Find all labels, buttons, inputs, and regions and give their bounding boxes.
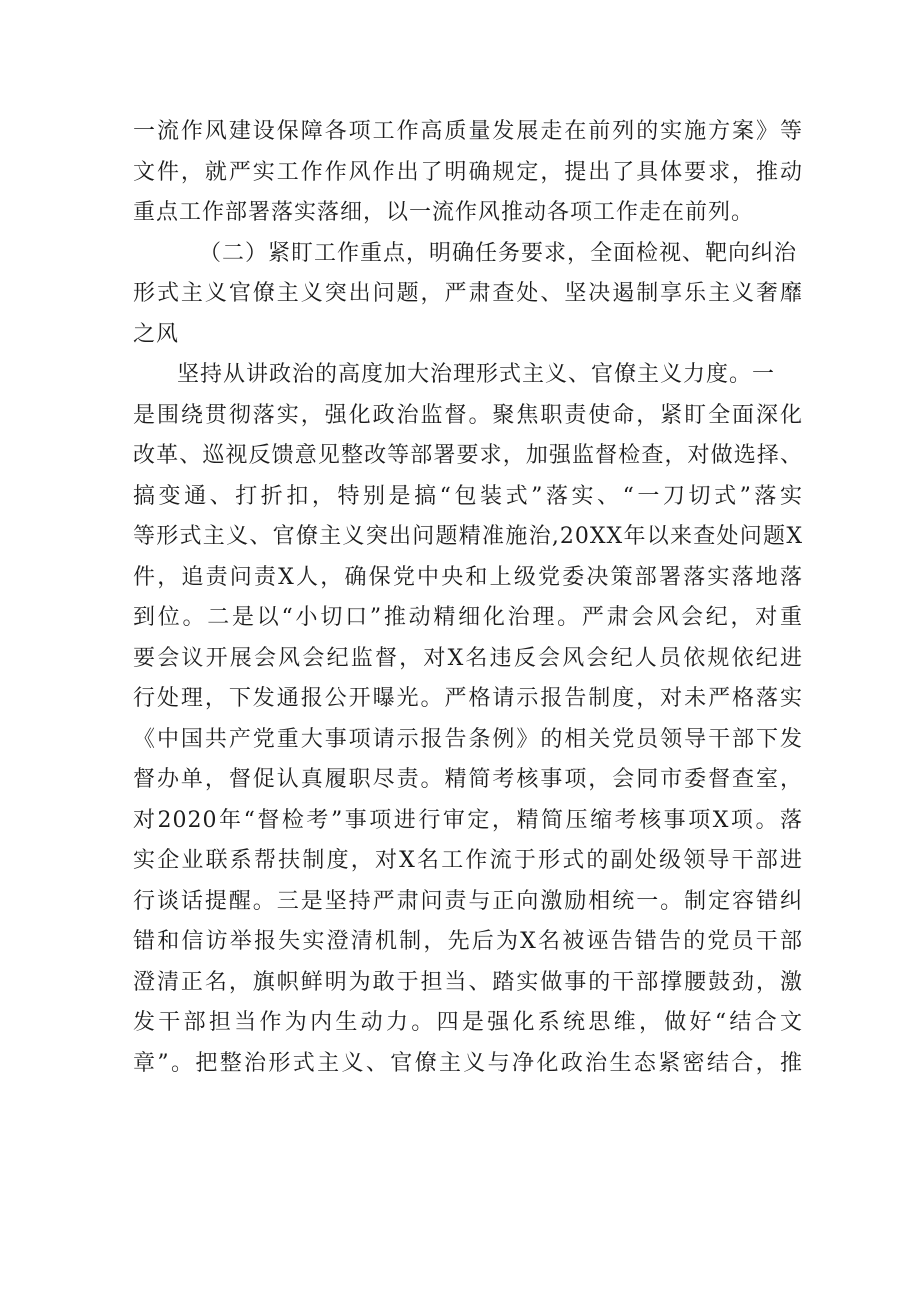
heading-line: 形式主义官僚主义突出问题，严肃查处、坚决遏制享乐主义奢靡 — [133, 281, 803, 306]
text-line: 是围绕贯彻落实，强化政治监督。聚焦职责使命，紧盯全面深化 — [133, 402, 803, 428]
text-line: 件，追责问责X人，确保党中央和上级党委决策部署落实落地落 — [133, 564, 803, 590]
text-line: 对2020年“督检考”事项进行审定，精简压缩考核事项X项。落 — [133, 807, 803, 833]
text-line: 改革、巡视反馈意见整改等部署要求，加强监督检查，对做选择、 — [133, 443, 803, 468]
text-line: 坚持从讲政治的高度加大治理形式主义、官僚主义力度。一 — [177, 362, 776, 387]
section-heading — [133, 234, 803, 356]
text-line: 行谈话提醒。三是坚持严肃问责与正向激励相统一。制定容错纠 — [133, 888, 803, 914]
text-line: 澄清正名，旗帜鲜明为敢于担当、踏实做事的干部撑腰鼓劲，激 — [133, 969, 803, 995]
text-line: 重点工作部署落实落细，以一流作风推动各项工作走在前列。 — [133, 200, 755, 225]
heading-line: 之风 — [133, 321, 180, 347]
text-line: 等形式主义、官僚主义突出问题精准施治,20XX年以来查处问题X — [133, 524, 803, 549]
text-line: 行处理，下发通报公开曝光。严格请示报告制度，对未严格落实 — [133, 686, 803, 711]
text-line: 一流作风建设保障各项工作高质量发展走在前列的实施方案》等 — [133, 119, 803, 144]
text-line: 《中国共产党重大事项请示报告条例》的相关党员领导干部下发 — [133, 726, 803, 752]
text-line: 发干部担当作为内生动力。四是强化系统思维，做好“结合文 — [133, 1010, 803, 1035]
paragraph-body — [133, 355, 803, 1084]
text-line: 实企业联系帮扶制度，对X名工作流于形式的副处级领导干部进 — [133, 848, 803, 873]
document-body — [133, 112, 803, 1084]
text-line: 到位。二是以“小切口”推动精细化治理。严肃会风会纪，对重 — [133, 605, 803, 630]
text-line: 章”。把整治形式主义、官僚主义与净化政治生态紧密结合，推 — [133, 1050, 803, 1076]
heading-line: （二）紧盯工作重点，明确任务要求，全面检视、靶向纠治 — [199, 240, 798, 266]
text-line: 错和信访举报失实澄清机制，先后为X名被诬告错告的党员干部 — [133, 929, 803, 954]
text-line: 文件，就严实工作作风作出了明确规定，提出了具体要求，推动 — [133, 159, 803, 185]
paragraph-continuation — [133, 112, 803, 234]
text-line: 搞变通、打折扣，特别是搞“包装式”落实、“一刀切式”落实 — [133, 483, 803, 509]
text-line: 要会议开展会风会纪监督，对X名违反会风会纪人员依规依纪进 — [133, 645, 803, 671]
text-line: 督办单，督促认真履职尽责。精简考核事项，会同市委督查室， — [133, 767, 803, 792]
